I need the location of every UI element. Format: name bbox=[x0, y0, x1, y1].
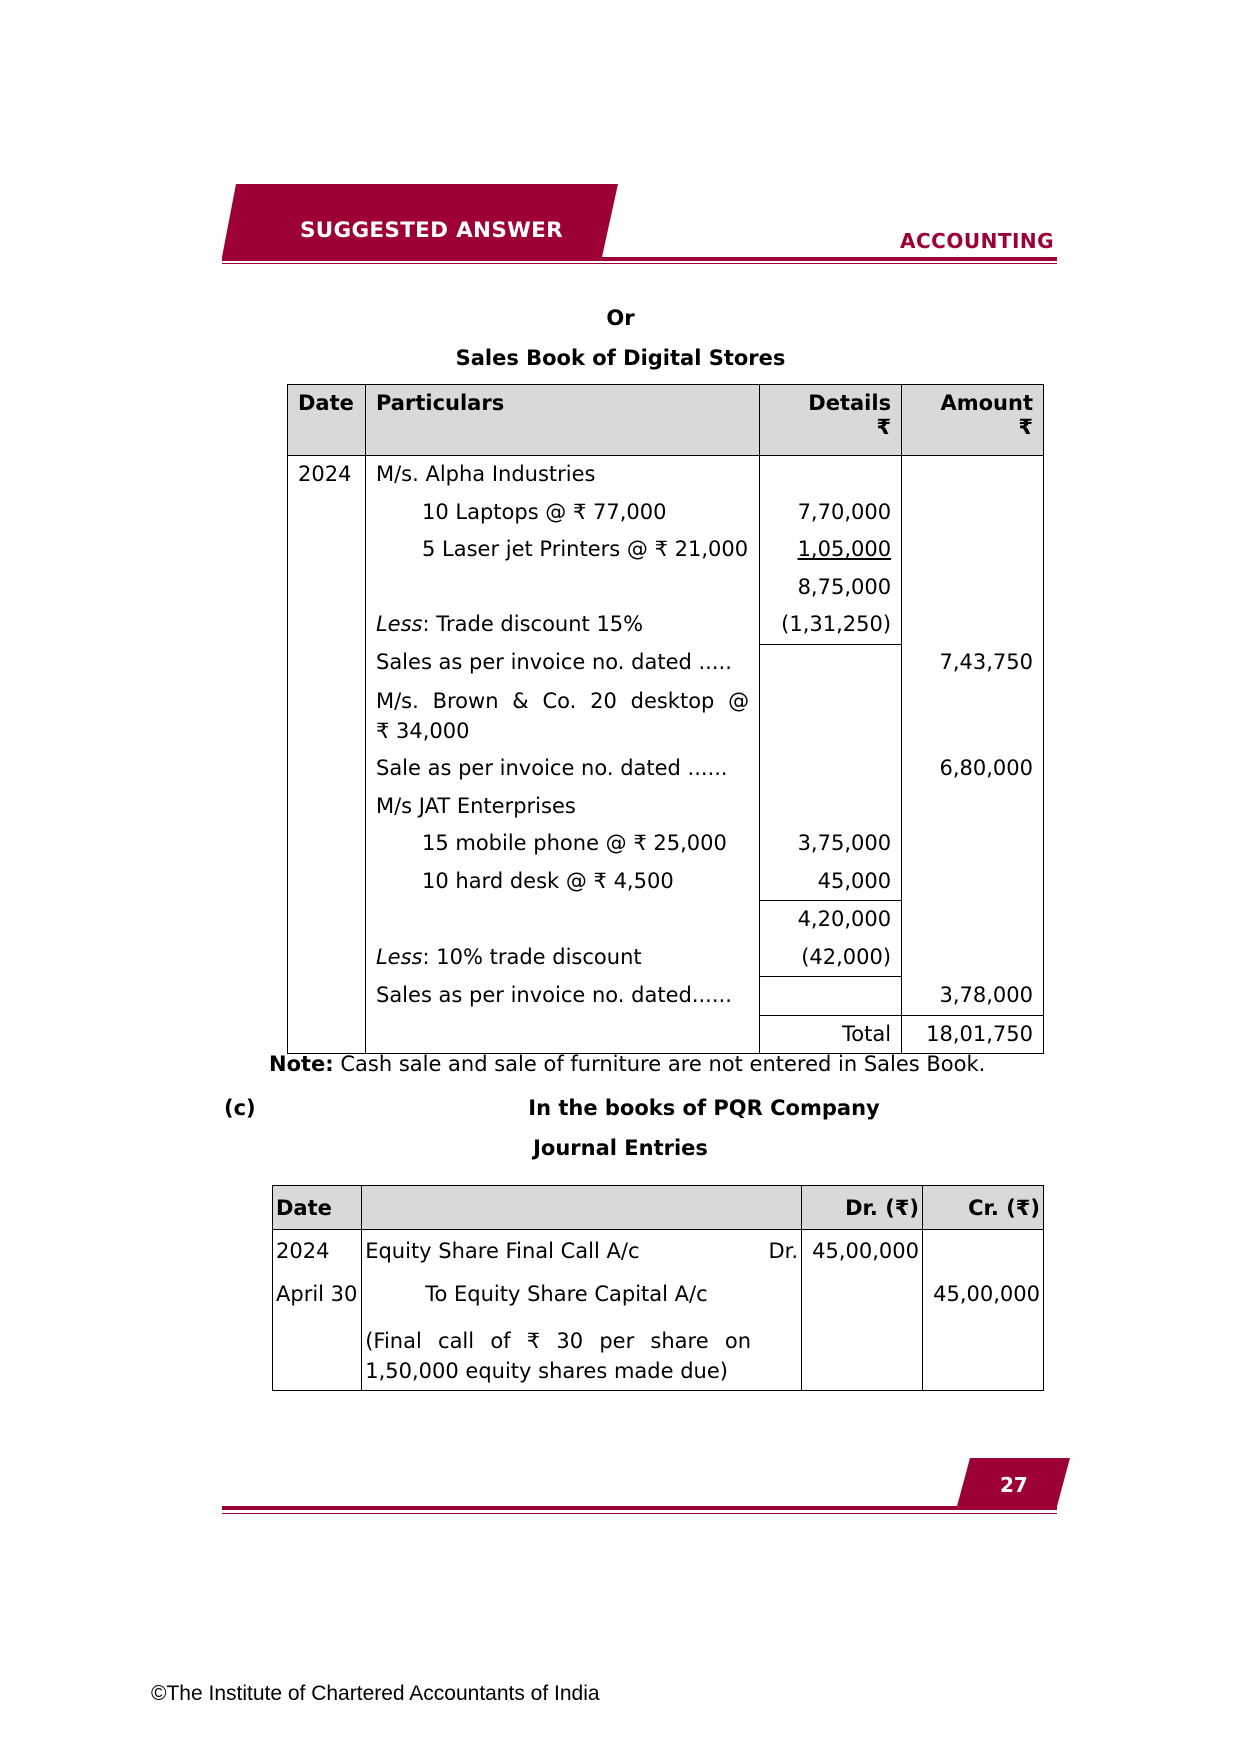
footer-rule bbox=[222, 1506, 1057, 1510]
journal-date: 2024 bbox=[273, 1230, 362, 1274]
row-amount: 3,78,000 bbox=[902, 977, 1044, 1016]
row-amount: 7,43,750 bbox=[902, 644, 1044, 682]
copyright: ©The Institute of Chartered Accountants of India bbox=[151, 1682, 600, 1705]
less-label: Less bbox=[375, 612, 423, 636]
row-particulars: 10 Laptops @ ₹ 77,000 bbox=[421, 499, 667, 524]
journal-particulars: Equity Share Final Call A/c bbox=[365, 1239, 640, 1263]
header-details-label: Details bbox=[808, 391, 892, 415]
row-particulars: Sales as per invoice no. dated...... bbox=[365, 977, 759, 1016]
table-row bbox=[288, 750, 1044, 788]
journal-title: Journal Entries bbox=[533, 1136, 708, 1160]
header-rule-thin bbox=[222, 263, 1057, 264]
table-row bbox=[288, 825, 1044, 863]
journal-row bbox=[273, 1316, 1044, 1391]
row-amount bbox=[902, 456, 1044, 494]
row-particulars: 15 mobile phone @ ₹ 25,000 bbox=[421, 831, 727, 855]
journal-table bbox=[272, 1185, 1044, 1391]
row-details: (42,000) bbox=[760, 939, 902, 977]
header-details-unit: ₹ bbox=[876, 415, 892, 439]
table-row bbox=[288, 682, 1044, 750]
header-date: Date bbox=[288, 385, 366, 456]
row-particulars: M/s JAT Enterprises bbox=[365, 788, 759, 826]
header-title: SUGGESTED ANSWER bbox=[300, 218, 563, 243]
table-row bbox=[288, 494, 1044, 532]
sales-header-row bbox=[288, 385, 1044, 456]
table-row bbox=[288, 456, 1044, 494]
row-particulars: Sale as per invoice no. dated ...... bbox=[365, 750, 759, 788]
journal-row bbox=[273, 1230, 1044, 1274]
note-label: Note: bbox=[269, 1052, 334, 1076]
table-row bbox=[288, 788, 1044, 826]
journal-particulars: To Equity Share Capital A/c bbox=[425, 1282, 708, 1306]
header-amount-unit: ₹ bbox=[1018, 415, 1033, 439]
row-particulars: 5 Laser jet Printers @ ₹ 21,000 bbox=[421, 537, 749, 561]
row-particulars: : 10% trade discount bbox=[422, 944, 642, 969]
row-details: 45,000 bbox=[760, 863, 902, 901]
row-date: 2024 bbox=[288, 456, 366, 494]
table-row bbox=[288, 644, 1044, 682]
journal-cr: 45,00,000 bbox=[923, 1273, 1044, 1316]
footer-rule-thin bbox=[222, 1513, 1057, 1514]
row-particulars: 10 hard desk @ ₹ 4,500 bbox=[421, 868, 674, 893]
note-text: Cash sale and sale of furniture are not entered in Sales Book. bbox=[333, 1052, 986, 1076]
row-details: 3,75,000 bbox=[760, 825, 902, 863]
narration-line-2: 1,50,000 equity shares made due) bbox=[365, 1359, 728, 1383]
table-row bbox=[288, 939, 1044, 977]
row-details: 7,70,000 bbox=[760, 494, 902, 532]
particulars-line-1: M/s. Brown & Co. 20 desktop @ bbox=[375, 689, 750, 713]
section-title: In the books of PQR Company bbox=[528, 1096, 880, 1120]
table-row bbox=[288, 977, 1044, 1016]
journal-row bbox=[273, 1273, 1044, 1316]
table-row bbox=[288, 531, 1044, 569]
journal-dr: 45,00,000 bbox=[802, 1230, 923, 1274]
row-details: 8,75,000 bbox=[760, 569, 902, 607]
row-amount: 6,80,000 bbox=[902, 750, 1044, 788]
row-particulars bbox=[365, 682, 759, 750]
row-details: (1,31,250) bbox=[760, 606, 902, 644]
less-label: Less bbox=[375, 944, 423, 969]
journal-narration bbox=[362, 1316, 802, 1391]
note bbox=[269, 1052, 985, 1076]
row-details: 4,20,000 bbox=[760, 901, 902, 939]
total-amount: 18,01,750 bbox=[902, 1015, 1044, 1054]
journal-header-dr: Dr. (₹) bbox=[802, 1186, 923, 1230]
row-details bbox=[760, 456, 902, 494]
journal-header-row bbox=[273, 1186, 1044, 1230]
dr-marker: Dr. bbox=[768, 1239, 799, 1263]
header-rule bbox=[222, 257, 1057, 261]
header-amount-label: Amount bbox=[940, 391, 1033, 415]
table-row bbox=[288, 606, 1044, 644]
or-label: Or bbox=[606, 306, 635, 330]
header-amount bbox=[902, 385, 1044, 456]
header-details bbox=[760, 385, 902, 456]
row-particulars: Sales as per invoice no. dated ..... bbox=[365, 644, 759, 682]
table-row-total bbox=[288, 1015, 1044, 1054]
journal-header-date: Date bbox=[273, 1186, 362, 1230]
table-row bbox=[288, 569, 1044, 607]
row-details: 1,05,000 bbox=[797, 537, 892, 561]
table-row bbox=[288, 901, 1044, 939]
row-particulars: M/s. Alpha Industries bbox=[365, 456, 759, 494]
journal-header-particulars bbox=[362, 1186, 802, 1230]
header-particulars: Particulars bbox=[365, 385, 759, 456]
sales-book-table bbox=[287, 384, 1044, 1054]
header-subject: ACCOUNTING bbox=[900, 229, 1055, 253]
narration-line-1: (Final call of ₹ 30 per share on bbox=[365, 1329, 752, 1353]
page-number: 27 bbox=[1000, 1473, 1028, 1497]
particulars-line-2: ₹ 34,000 bbox=[375, 719, 470, 743]
table-row bbox=[288, 863, 1044, 901]
row-particulars: : Trade discount 15% bbox=[422, 612, 644, 636]
journal-date: April 30 bbox=[273, 1273, 362, 1316]
sales-book-title: Sales Book of Digital Stores bbox=[455, 346, 786, 370]
section-label: (c) bbox=[224, 1096, 256, 1120]
total-label: Total bbox=[760, 1015, 902, 1054]
journal-header-cr: Cr. (₹) bbox=[923, 1186, 1044, 1230]
